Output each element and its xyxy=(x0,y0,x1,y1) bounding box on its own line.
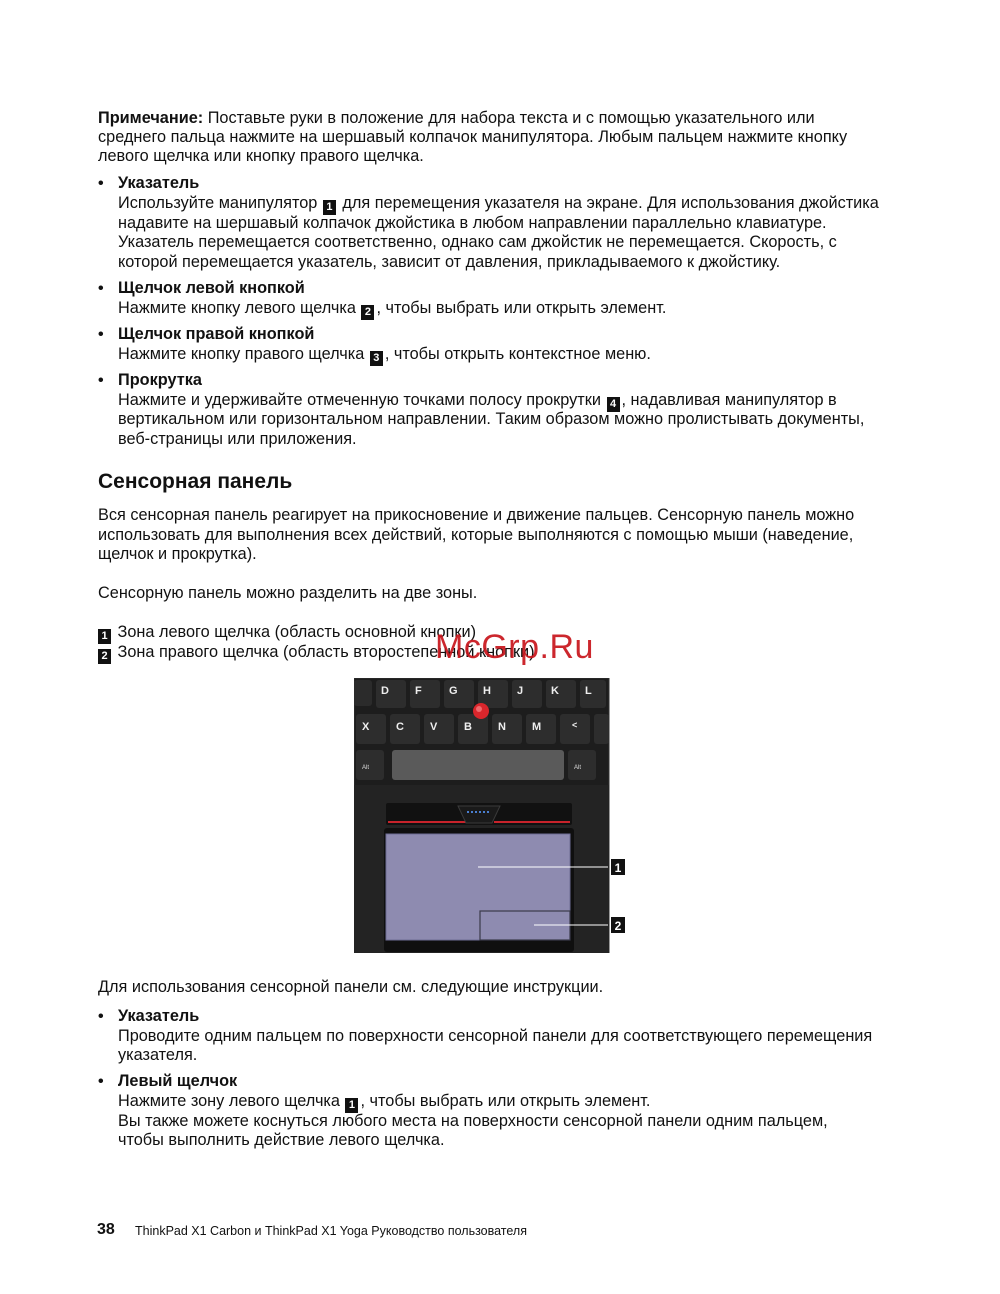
item-line: Указатель перемещается соответственно, однако сам джойстик не перемещается. Скорость, с xyxy=(118,233,837,251)
bullet: • xyxy=(98,1008,104,1025)
item-line: Проводите одним пальцем по поверхности сенсорной панели для соответствующего перемещения xyxy=(118,1027,873,1045)
key-partial xyxy=(354,680,372,706)
middle-button xyxy=(458,806,500,823)
key-N xyxy=(492,714,522,744)
section-heading: Сенсорная панель xyxy=(98,470,293,493)
key-space xyxy=(392,750,564,780)
key-V xyxy=(424,714,454,744)
key-label: G xyxy=(449,685,458,697)
item-line: указателя. xyxy=(118,1046,198,1064)
item-title-left-click: Щелчок левой кнопкой xyxy=(118,279,305,297)
callout-marker: 1 xyxy=(345,1098,358,1113)
bullet: • xyxy=(98,1073,104,1090)
item-line: надавите на шершавый колпачок джойстика в любом направлении параллельно клавиатуре. xyxy=(118,214,827,232)
key-C xyxy=(390,714,420,744)
key-label: Alt xyxy=(574,765,582,771)
key-label: D xyxy=(381,685,389,697)
note-line-3: левого щелчка или кнопку правого щелчка. xyxy=(98,147,424,165)
zone-item: 1 Зона левого щелчка (область основной кнопки) xyxy=(97,623,476,644)
key-alt-right xyxy=(568,750,596,780)
instructions-intro: Для использования сенсорной панели см. следующие инструкции. xyxy=(98,978,604,996)
item-line: чтобы выполнить действие левого щелчка. xyxy=(118,1131,445,1149)
item-title-right-click: Щелчок правой кнопкой xyxy=(118,325,315,343)
bullet: • xyxy=(98,372,104,389)
item-line: Нажмите и удерживайте отмеченную точками полосу прокрутки 4 , надавливая манипулятор в xyxy=(118,391,837,410)
key-label: J xyxy=(517,685,524,697)
intro-line: использовать для выполнения всех действий, которые выполняются с помощью мыши (наведение, xyxy=(98,526,854,544)
key-label: V xyxy=(430,721,438,733)
callout-marker: 4 xyxy=(607,397,620,412)
item-line: веб-страницы или приложения. xyxy=(118,430,357,448)
key-alt-left xyxy=(356,750,384,780)
bullet: • xyxy=(98,175,104,192)
item-line: Нажмите зону левого щелчка 1 , чтобы выбрать или открыть элемент. xyxy=(118,1092,651,1111)
bullet: • xyxy=(98,326,104,343)
note-line-2: среднего пальца нажмите на шершавый колпачок манипулятора. Любым пальцем нажмите кнопку xyxy=(98,128,848,146)
item-title-scroll: Прокрутка xyxy=(118,371,202,389)
key-label: M xyxy=(532,721,542,733)
callout-marker: 3 xyxy=(370,351,383,366)
item-line: Нажмите кнопку правого щелчка 3 , чтобы открыть контекстное меню. xyxy=(118,345,651,364)
zones-intro: Сенсорную панель можно разделить на две зоны. xyxy=(98,584,478,602)
callout-number: 1 xyxy=(614,861,622,875)
touch-item-title-pointer: Указатель xyxy=(118,1007,200,1025)
key-label: K xyxy=(551,685,559,697)
callout-marker: 2 xyxy=(98,649,111,664)
item-line: Нажмите кнопку левого щелчка 2 , чтобы выбрать или открыть элемент. xyxy=(118,299,667,318)
bullet: • xyxy=(98,280,104,297)
touchpad-illustration xyxy=(354,678,629,953)
key-L xyxy=(580,680,606,708)
key-label: N xyxy=(498,721,506,733)
trackpoint-highlight xyxy=(476,706,482,712)
key-label: B xyxy=(464,721,472,733)
item-line: вертикальном или горизонтальном направлении. Таким образом можно пролистывать документы, xyxy=(118,410,865,428)
intro-line: Вся сенсорная панель реагирует на прикосновение и движение пальцев. Сенсорную панель можно xyxy=(98,506,855,524)
key-partial xyxy=(594,714,609,744)
key-label: H xyxy=(483,685,491,697)
footer-title: ThinkPad X1 Carbon и ThinkPad X1 Yoga Руководство пользователя xyxy=(135,1224,527,1238)
zone-item: 2 Зона правого щелчка (область второстепенной кнопки) xyxy=(97,643,535,664)
key-label: Alt xyxy=(362,765,370,771)
item-line: которой перемещается указатель, зависит от давления, прикладываемого к джойстику. xyxy=(118,253,781,271)
watermark: McGrp.Ru xyxy=(435,628,594,666)
item-line: Вы также можете коснуться любого места на поверхности сенсорной панели одним пальцем, xyxy=(118,1112,828,1130)
callout-marker: 1 xyxy=(323,200,336,215)
key-label: < xyxy=(572,720,578,730)
touch-item-title-left-click: Левый щелчок xyxy=(118,1072,238,1090)
item-line: Используйте манипулятор 1 для перемещения указателя на экране. Для использования джойстика xyxy=(118,194,879,213)
key-label: C xyxy=(396,721,404,733)
intro-line: щелчок и прокрутка). xyxy=(98,545,257,563)
callout-marker: 2 xyxy=(361,305,374,320)
item-title-pointer: Указатель xyxy=(118,174,200,192)
page-number: 38 xyxy=(97,1221,115,1238)
key-X xyxy=(356,714,386,744)
key-label: X xyxy=(362,721,370,733)
note-line-1: Примечание: Поставьте руки в положение для набора текста и с помощью указательного или xyxy=(98,109,815,127)
callout-number: 2 xyxy=(614,919,622,933)
callout-marker: 1 xyxy=(98,629,111,644)
key-label: F xyxy=(415,685,422,697)
key-label: L xyxy=(585,685,592,697)
